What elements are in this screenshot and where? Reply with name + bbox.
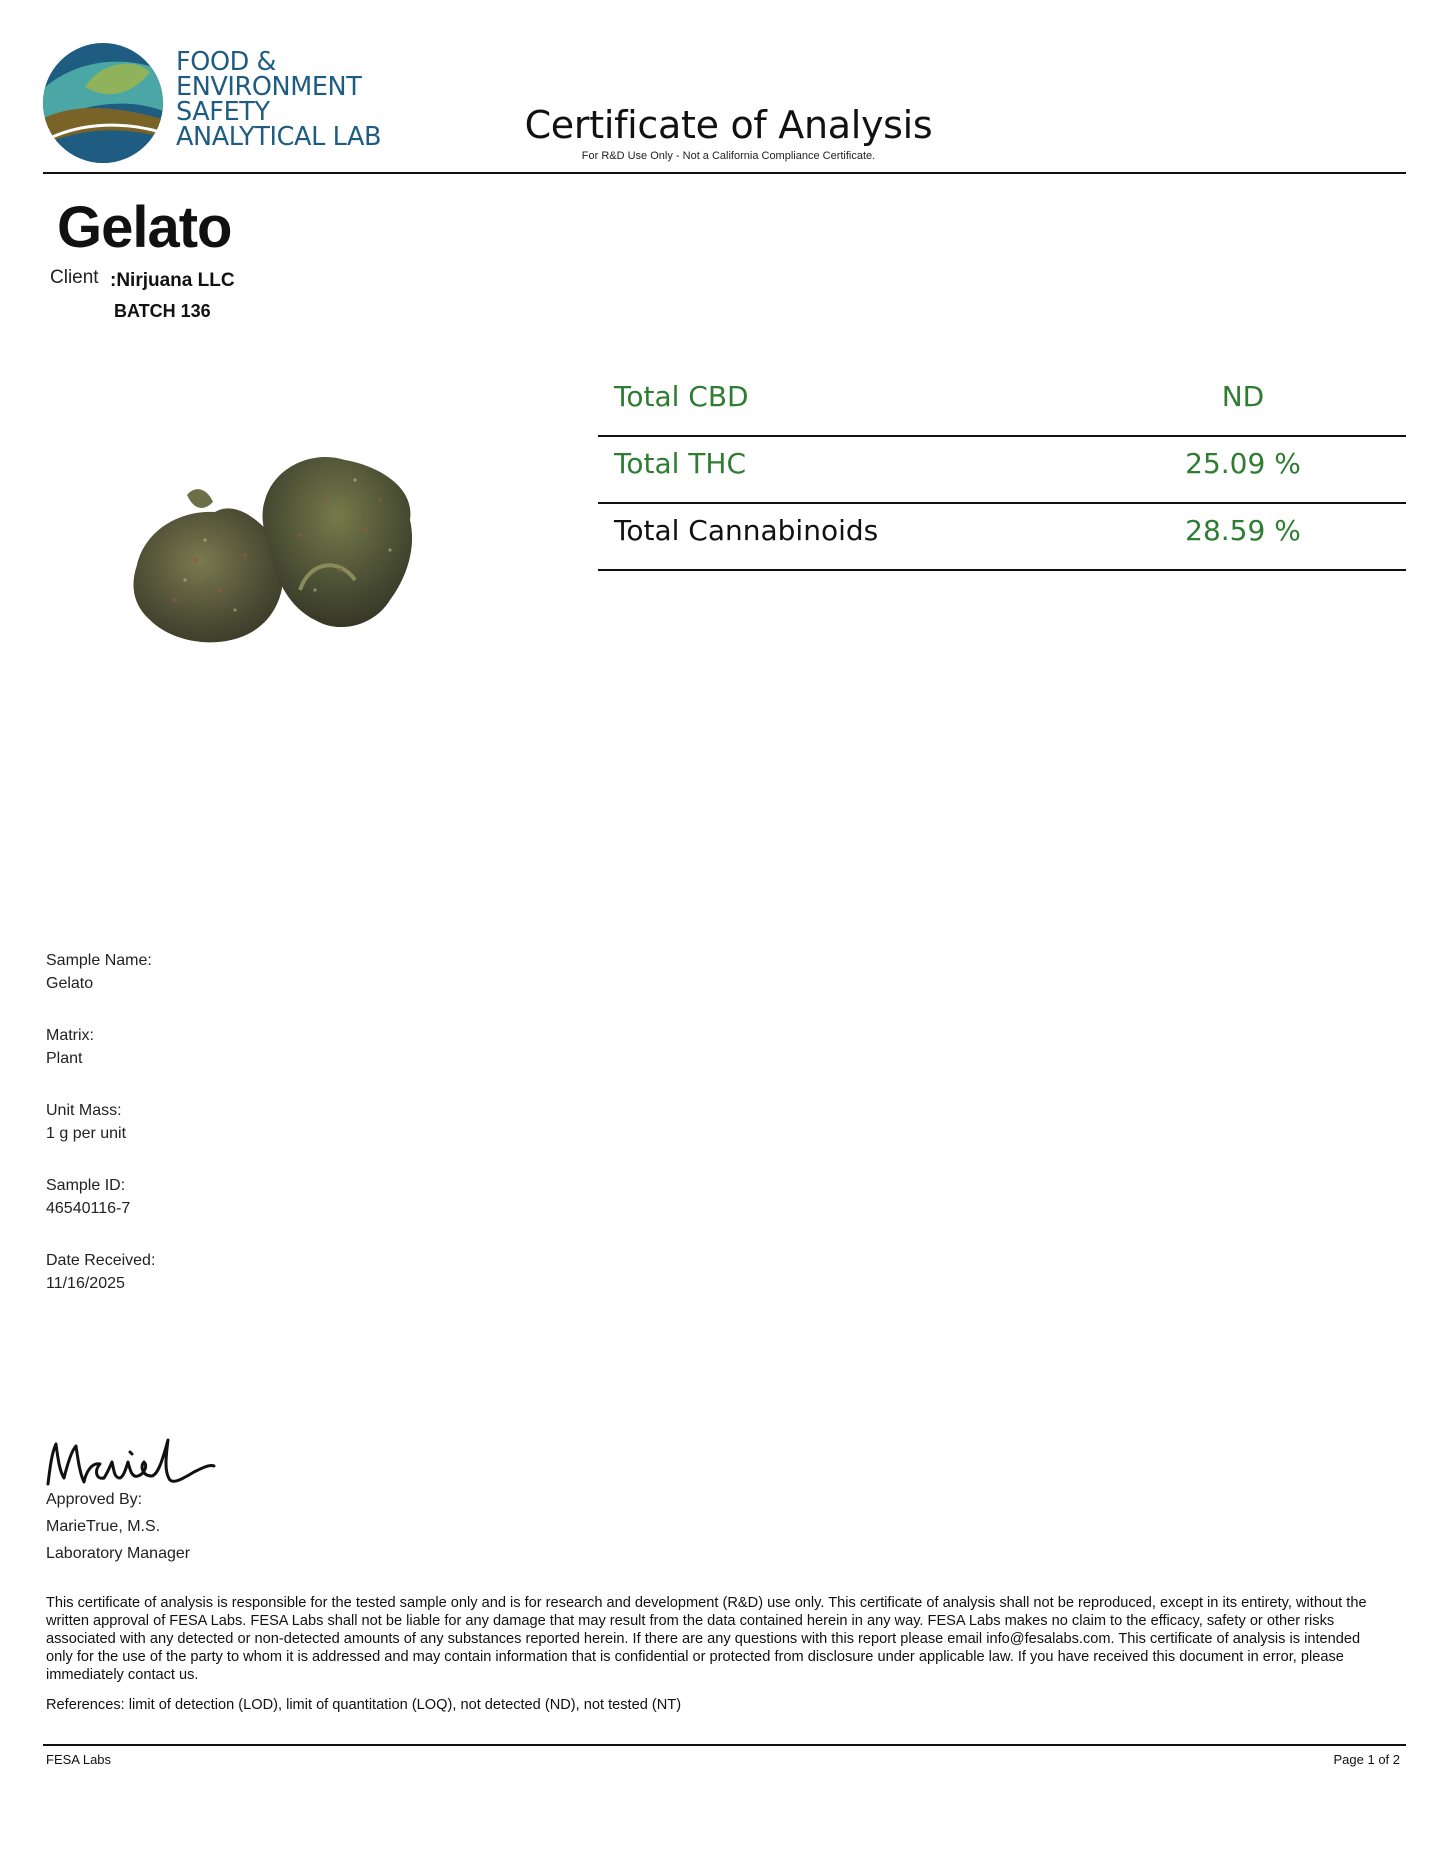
cannabis-bud-photo: [125, 440, 425, 680]
detail-matrix: [46, 1025, 446, 1071]
lab-logo-icon: [40, 42, 166, 164]
detail-value: Gelato: [46, 975, 94, 992]
references-text: References: limit of detection (LOD), limit of quantitation (LOQ), not detected (ND), not tested (NT): [46, 1697, 682, 1713]
summary-value: ND: [1221, 380, 1265, 413]
lab-name-line: ENVIRONMENT: [176, 72, 362, 102]
approver-name: MarieTrue, M.S.: [46, 1518, 161, 1535]
summary-row-total-cannabinoids: [598, 504, 1406, 571]
summary-label: Total CBD: [614, 380, 749, 413]
detail-date-received: [46, 1250, 446, 1296]
batch-number: BATCH 136: [114, 301, 211, 321]
product-name: Gelato: [57, 195, 232, 260]
detail-value: 46540116-7: [46, 1200, 131, 1217]
lab-name-line: FOOD &: [176, 47, 277, 77]
approver-title: Laboratory Manager: [46, 1545, 191, 1562]
summary-label: Total THC: [614, 447, 747, 480]
detail-sample-name: [46, 950, 446, 996]
footer-divider: [43, 1744, 1406, 1746]
detail-label: Sample Name:: [46, 952, 152, 969]
document-subtitle: For R&D Use Only - Not a California Compliance Certificate.: [581, 150, 876, 162]
detail-label: Date Received:: [46, 1252, 156, 1269]
approved-by-label: Approved By:: [46, 1491, 143, 1508]
client-value: :Nirjuana LLC: [110, 270, 235, 291]
signature-icon: [44, 1432, 216, 1490]
lab-name-line: SAFETY: [176, 97, 270, 127]
detail-label: Unit Mass:: [46, 1102, 122, 1119]
summary-row-total-thc: [598, 437, 1406, 504]
page-number: Page 1 of 2: [1333, 1752, 1400, 1767]
detail-label: Matrix:: [46, 1027, 94, 1044]
detail-unit-mass: [46, 1100, 446, 1146]
cannabinoid-summary: [598, 370, 1406, 571]
summary-value: 25.09 %: [1185, 447, 1301, 480]
lab-name-line: ANALYTICAL LAB: [176, 122, 382, 152]
summary-label: Total Cannabinoids: [614, 514, 879, 547]
approval-block: [46, 1486, 190, 1567]
document-title: Certificate of Analysis: [524, 103, 933, 147]
footer-lab-name: FESA Labs: [46, 1752, 112, 1767]
lab-name: [176, 47, 382, 152]
detail-value: 1 g per unit: [46, 1125, 127, 1142]
sample-details: [46, 950, 446, 1325]
disclaimer-text: This certificate of analysis is responsible for the tested sample only and is for research and development (R&D) use only. This certificate of analysis shall not be reproduced, except in its entirety, without the written approval of FESA Labs. FESA Labs shall not be liable for any damage that may result from the data contained herein in any way. FESA Labs makes no claim to the efficacy, safety or other risks associated with any detected or non-detected amounts of any substances reported herein. If there are any questions with this report please email info@fesalabs.com. This certificate of analysis is intended only for the use of the party to whom it is addressed and may contain information that is confidential or protected from disclosure under applicable law. If you have received this document in error, please immediately contact us.: [46, 1595, 1367, 1683]
header-divider: [43, 172, 1406, 174]
client-label: Client: [50, 267, 99, 288]
detail-value: Plant: [46, 1050, 83, 1067]
summary-value: 28.59 %: [1185, 514, 1301, 547]
detail-label: Sample ID:: [46, 1177, 126, 1194]
detail-sample-id: [46, 1175, 446, 1221]
summary-row-total-cbd: [598, 370, 1406, 437]
detail-value: 11/16/2025: [46, 1275, 125, 1292]
